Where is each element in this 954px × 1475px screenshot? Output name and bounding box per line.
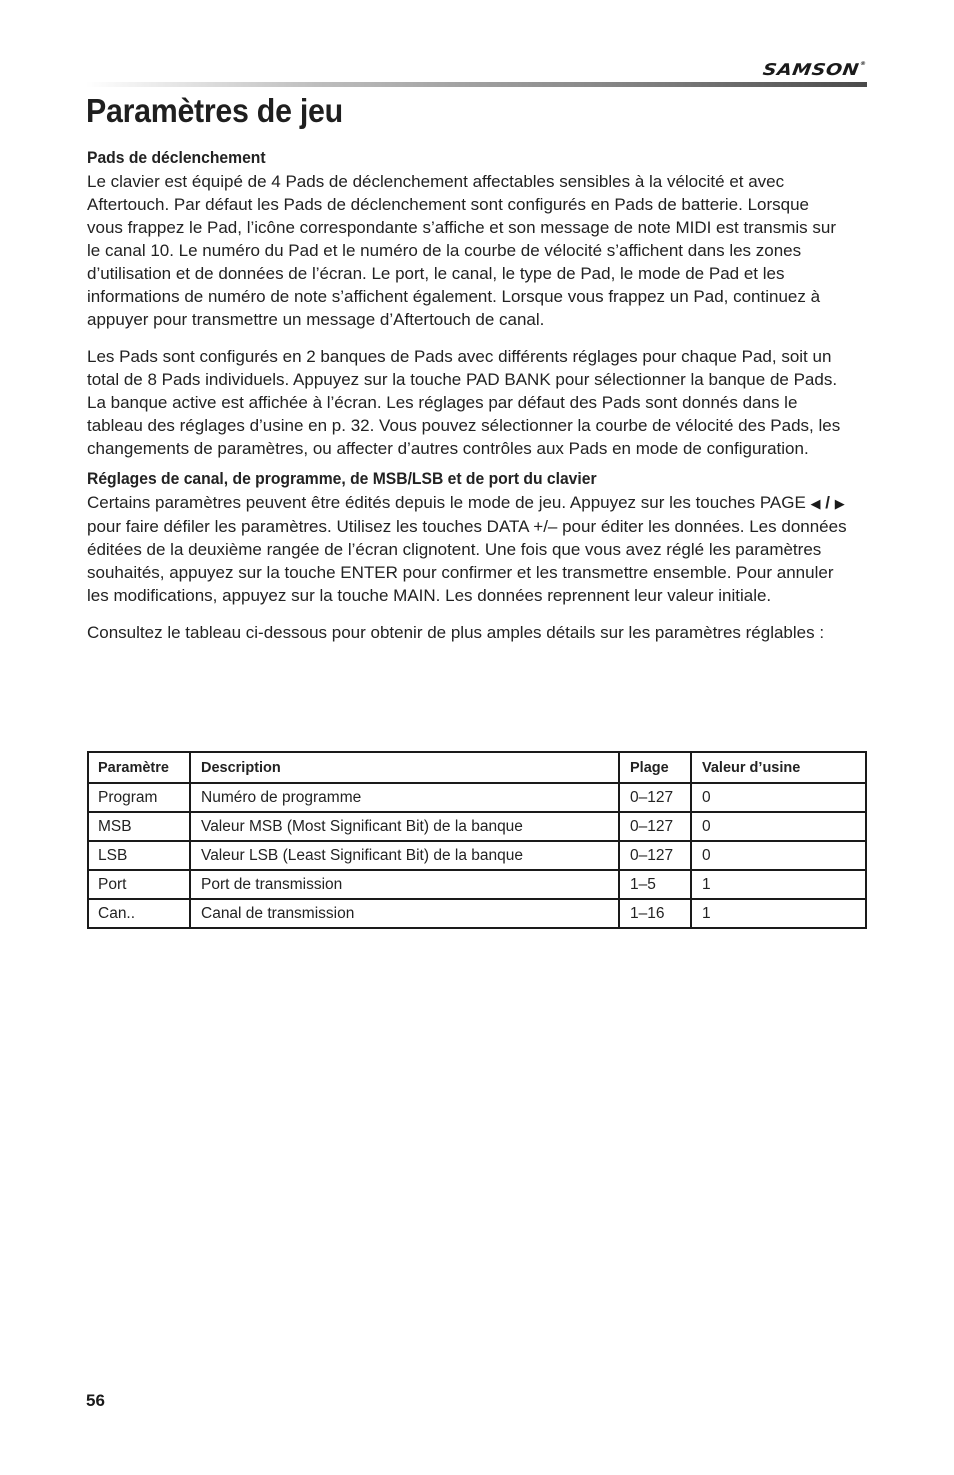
paragraph-text-start: Certains paramètres peuvent être édités depuis le mode de jeu. Appuyez sur les touches PAGE bbox=[87, 493, 811, 512]
page-number: 56 bbox=[86, 1391, 105, 1410]
cell-plage: 1–16 bbox=[619, 899, 691, 928]
arrow-right-icon: ▶ bbox=[834, 496, 845, 511]
cell-plage: 0–127 bbox=[619, 841, 691, 870]
pads-paragraph-1: Le clavier est équipé de 4 Pads de déclenchement affectables sensibles à la vélocité et avec Aftertouch. Par défaut les Pads de déclenchement sont configurés en Pads de batterie. Lorsque vous frappez le Pad, l’icône correspondante s’affiche et son message de note MIDI est transmis sur le canal 10. Le numéro du Pad et le numéro de la courbe de vélocité s’affichent dans les zones d’utilisation et de données de l’écran. Le port, le canal, le type de Pad, le mode de Pad et les informations de numéro de note s’affichent également. Lorsque vous frappez un Pad, continuez à appuyer pour transmettre un message d’Aftertouch de canal. bbox=[87, 172, 837, 329]
registered-mark: ® bbox=[859, 60, 868, 67]
keyboard-settings-paragraph-1 bbox=[87, 491, 847, 607]
cell-valeur: 0 bbox=[691, 783, 866, 812]
cell-valeur: 0 bbox=[691, 841, 866, 870]
table-row bbox=[88, 783, 866, 812]
section-heading-pads: Pads de déclenchement bbox=[87, 149, 266, 167]
paragraph-text-end: pour faire défiler les paramètres. Utilisez les touches DATA +/– pour éditer les données. Les données éditées de la deuxième rangée de l’écran clignotent. Une fois que vous avez réglé les paramètres souhaités, appuyez sur la touche ENTER pour confirmer et les transmettre ensemble. Pour annuler les modifications, appuyez sur la touche MAIN. Les données reprennent leur valeur initiale. bbox=[87, 517, 847, 605]
cell-parametre: Program bbox=[88, 783, 190, 812]
table-header-row bbox=[88, 752, 866, 783]
table-row bbox=[88, 812, 866, 841]
pads-paragraph-2: Les Pads sont configurés en 2 banques de Pads avec différents réglages pour chaque Pad, soit un total de 8 Pads individuels. Appuyez sur la touche PAD BANK pour sélectionner la banque de Pads. La banque active est affichée à l’écran. Les réglages par défaut des Pads sont donnés dans le tableau des réglages d’usine en p. 32. Vous pouvez sélectionner la courbe de vélocité des Pads, les changements de paramètres, ou affecter d’autres contrôles aux Pads en mode de configuration. bbox=[87, 347, 841, 458]
table-row bbox=[88, 899, 866, 928]
brand-text: SAMSON bbox=[762, 60, 861, 80]
arrow-left-icon: ◀ bbox=[810, 496, 821, 511]
header-gradient-bar bbox=[86, 82, 867, 87]
cell-parametre: Can.. bbox=[88, 899, 190, 928]
samson-logo bbox=[762, 61, 867, 80]
header-description: Description bbox=[190, 752, 619, 783]
main-content bbox=[87, 147, 847, 658]
header-plage: Plage bbox=[619, 752, 691, 783]
header-parametre: Paramètre bbox=[88, 752, 190, 783]
cell-plage: 1–5 bbox=[619, 870, 691, 899]
page-title: Paramètres de jeu bbox=[86, 92, 343, 129]
parameters-table bbox=[87, 751, 867, 929]
section-heading-keyboard-settings: Réglages de canal, de programme, de MSB/LSB et de port du clavier bbox=[87, 470, 597, 488]
cell-plage: 0–127 bbox=[619, 812, 691, 841]
keyboard-settings-paragraph-2: Consultez le tableau ci-dessous pour obtenir de plus amples détails sur les paramètres réglables : bbox=[87, 623, 825, 642]
table-row bbox=[88, 870, 866, 899]
header-valeur-usine: Valeur d’usine bbox=[691, 752, 866, 783]
cell-description: Port de transmission bbox=[190, 870, 619, 899]
cell-parametre: LSB bbox=[88, 841, 190, 870]
cell-parametre: MSB bbox=[88, 812, 190, 841]
cell-description: Valeur LSB (Least Significant Bit) de la banque bbox=[190, 841, 619, 870]
cell-valeur: 1 bbox=[691, 899, 866, 928]
arrow-separator: / bbox=[820, 493, 835, 512]
cell-description: Numéro de programme bbox=[190, 783, 619, 812]
table-row bbox=[88, 841, 866, 870]
cell-valeur: 1 bbox=[691, 870, 866, 899]
cell-parametre: Port bbox=[88, 870, 190, 899]
cell-description: Valeur MSB (Most Significant Bit) de la banque bbox=[190, 812, 619, 841]
cell-valeur: 0 bbox=[691, 812, 866, 841]
cell-plage: 0–127 bbox=[619, 783, 691, 812]
cell-description: Canal de transmission bbox=[190, 899, 619, 928]
